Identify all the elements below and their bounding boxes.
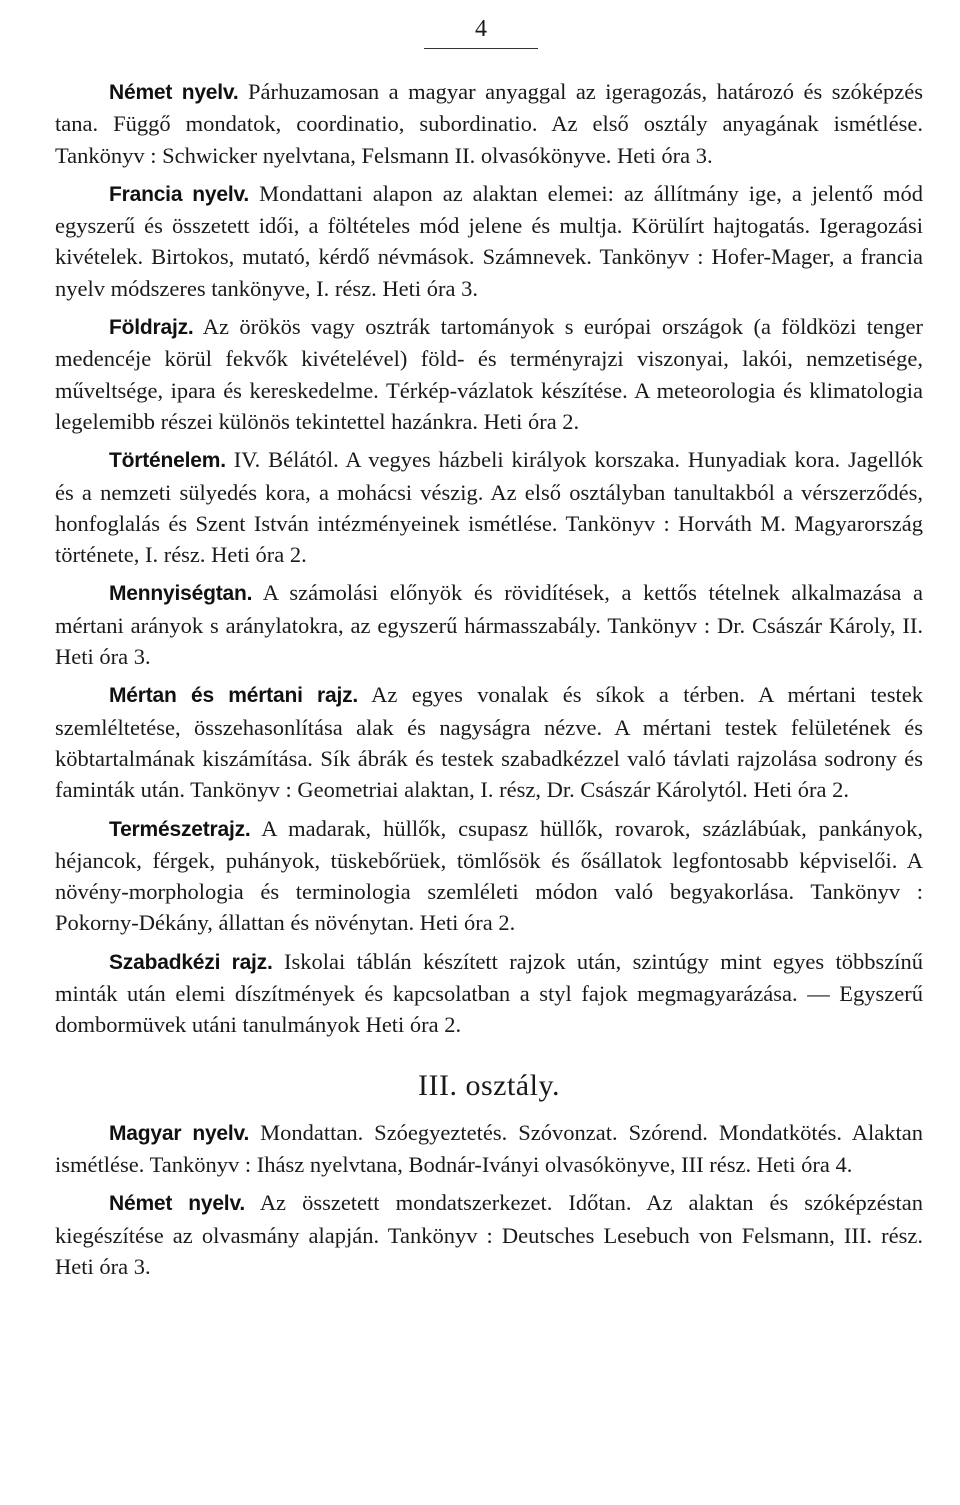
section-heading: III. osztály. <box>418 1068 560 1102</box>
subject-heading: Földrajz. <box>109 316 194 340</box>
subject-heading: Magyar nyelv. <box>109 1121 250 1145</box>
paragraph-text: Párhuzamosan a magyar anyaggal az igeragozás, határozó és szóképzés tana. Függő mondatok, coordinatio, subordinatio. Az első osztály anyagának ismétlése. Tankönyv : Schwicker nyelvtana, Felsmann II. olvasókönyve. Heti óra 3. <box>55 79 923 168</box>
subject-heading: Mennyiségtan. <box>109 582 253 606</box>
paragraph-francia-nyelv <box>55 178 923 304</box>
paragraph-text: A madarak, hüllők, csupasz hüllők, rovarok, százlábúak, pankányok, héjancok, férgek, puhányok, tüskebőrüek, tömlősök és ősállatok legfontosabb képviselői. A növény-morphologia és terminologia szemléleti módon való begyakorlása. Tankönyv : Pokorny-Dékány, állattan és növénytan. Heti óra 2. <box>55 815 923 936</box>
paragraph-termeszetrajz <box>55 813 923 939</box>
paragraph-text: Az összetett mondatszerkezet. Időtan. Az alaktan és szóképzéstan kiegészítése az olvasmány alapján. Tankönyv : Deutsches Lesebuch von Felsmann, III. rész. Heti óra 3. <box>55 1190 924 1279</box>
subject-heading: Történelem. <box>109 449 226 473</box>
subject-heading: Német nyelv. <box>109 1192 246 1216</box>
paragraph-text: Mondattani alapon az alaktan elemei: az állítmány ige, a jelentő mód egyszerű és összetett idői, a föltételes mód jelene és multja. Körülírt hajtogatás. Igeragozási kivételek. Birtokos, mutató, kérdő névmások. Számnevek. Tankönyv : Hofer-Mager, a francia nyelv módszeres tankönyve, I. rész. Heti óra 3. <box>55 180 924 301</box>
page-content <box>55 76 923 1289</box>
paragraph-tortenelem <box>55 444 923 570</box>
subject-heading: Szabadkézi rajz. <box>109 950 273 974</box>
paragraph-foldrajz <box>55 311 923 437</box>
paragraph-text: A számolási előnyök és rövidítések, a kettős tételnek alkalmazása a mértani arányok s aránylatokra, az egyszerű hármasszabály. Tankönyv : Dr. Császár Károly, II. Heti óra 3. <box>55 580 923 670</box>
page-number: 4 <box>424 14 538 49</box>
subject-heading: Francia nyelv. <box>109 182 250 206</box>
paragraph-nemet-nyelv <box>55 76 923 171</box>
paragraph-magyar-nyelv <box>55 1117 923 1181</box>
subject-heading: Természetrajz. <box>109 817 251 841</box>
paragraph-mertan <box>55 679 923 805</box>
paragraph-text: Az örökös vagy osztrák tartományok s európai országok (a földközi tenger medencéje körül fekvők kivételével) föld- és terményrajzi viszonyai, lakói, nemzetisége, műveltsége, ipara és kereskedelme. Térkép-vázlatok készítése. A meteorologia és klimatologia legelemibb részei különös tekintettel hazánkra. Heti óra 2. <box>55 314 923 434</box>
paragraph-mennyisegtan <box>55 577 923 672</box>
subject-heading: Német nyelv. <box>109 81 239 104</box>
paragraph-nemet-nyelv-iii <box>55 1187 923 1282</box>
paragraph-text: Iskolai táblán készített rajzok után, szintúgy mint egyes többszínű minták után elemi díszítmények és kapcsolatban a styl fajok megmagyarázása. — Egyszerű dombormüvek utáni tanulmányok Heti óra 2. <box>55 948 923 1038</box>
paragraph-text: Mondattan. Szóegyeztetés. Szóvonzat. Szórend. Mondatkötés. Alaktan ismétlése. Tankönyv : Ihász nyelvtana, Bodnár-Iványi olvasókönyve, III rész. Heti óra 4. <box>55 1119 923 1177</box>
paragraph-szabadkezi-rajz <box>55 946 923 1041</box>
paragraph-text: Az egyes vonalak és síkok a térben. A mértani testek szemléltetése, összehasonlítása alak és nagyságra nézve. A mértani testek felületének és köbtartalmának kiszámítása. Sík ábrák és testek szabadkézzel való távlati rajzolása sodrony és faminták után. Tankönyv : Geometriai alaktan, I. rész, Dr. Császár Károlytól. Heti óra 2. <box>55 682 923 803</box>
paragraph-text: IV. Bélától. A vegyes házbeli királyok korszaka. Hunyadiak kora. Jagellók és a nemzeti sülyedés kora, a mohácsi vészig. Az első osztályban tanultakból a vérszerződés, honfoglalás és Szent István intézményeinek ismétlése. Tankönyv : Horváth M. Magyarország története, I. rész. Heti óra 2. <box>55 447 923 568</box>
subject-heading: Mértan és mértani rajz. <box>109 684 359 708</box>
